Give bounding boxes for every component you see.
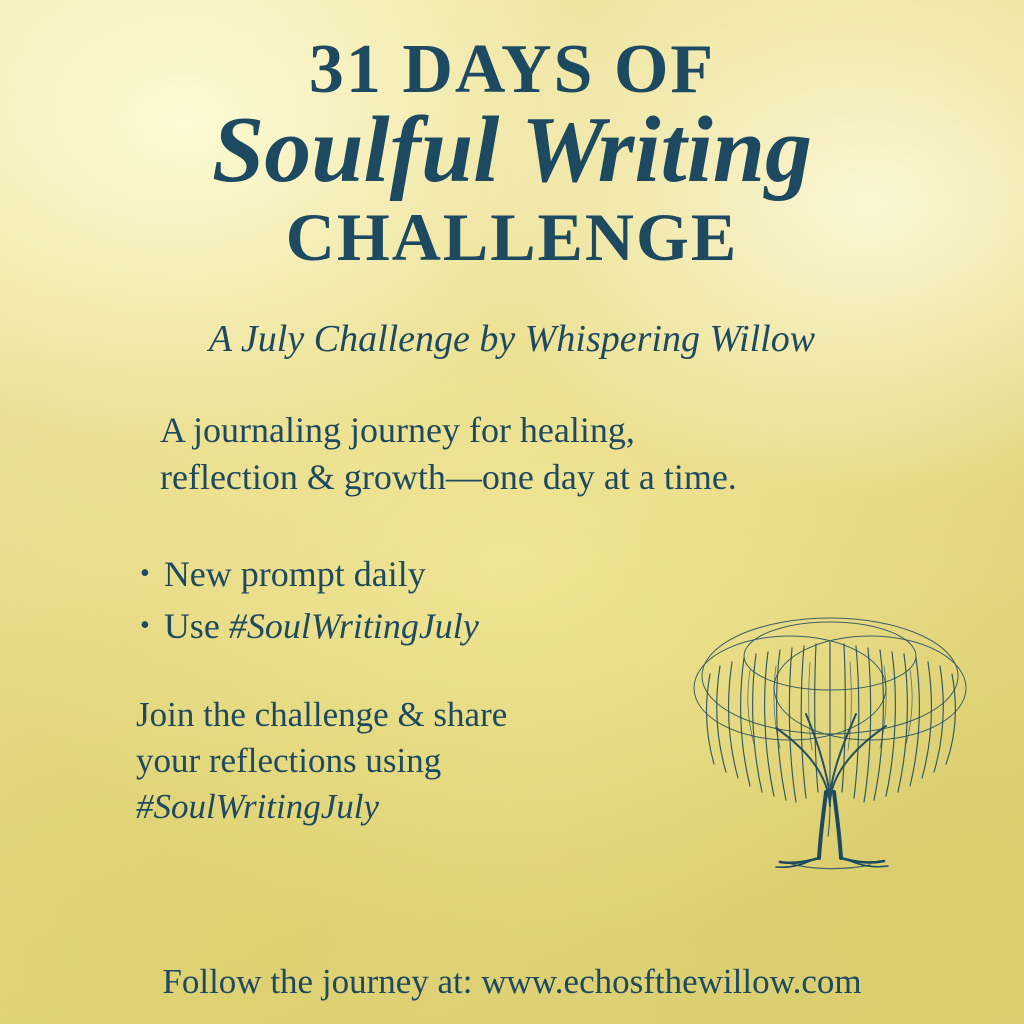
list-item bbox=[140, 548, 984, 600]
cta-hashtag: #SoulWritingJuly bbox=[136, 787, 380, 827]
cta-line-2: your reflections using bbox=[136, 741, 442, 781]
poster-description bbox=[40, 407, 984, 502]
description-line-2: reflection & growth—one day at a time. bbox=[160, 457, 737, 498]
poster-subtitle: A July Challenge by Whispering Willow bbox=[208, 318, 816, 361]
bullet-text-1: New prompt daily bbox=[163, 553, 426, 594]
description-line-1: A journaling journey for healing, bbox=[160, 409, 635, 450]
call-to-action bbox=[40, 692, 696, 831]
bullet-text-2-prefix: Use bbox=[163, 605, 229, 646]
cta-line-1: Join the challenge & share bbox=[136, 695, 508, 735]
bullet-text-2 bbox=[164, 600, 479, 652]
footer-website: Follow the journey at: www.echosfthewillow.com bbox=[162, 962, 862, 1001]
title-line-1: 31 DAYS OF bbox=[308, 31, 716, 108]
title-line-3: CHALLENGE bbox=[285, 199, 739, 276]
bullet-dot-icon: • bbox=[140, 609, 150, 641]
willow-tree-icon bbox=[680, 596, 980, 886]
bullet-dot-icon: • bbox=[140, 557, 150, 589]
title-line-2: Soulful Writing bbox=[212, 98, 812, 203]
bullet-hashtag: #SoulWritingJuly bbox=[228, 605, 479, 646]
